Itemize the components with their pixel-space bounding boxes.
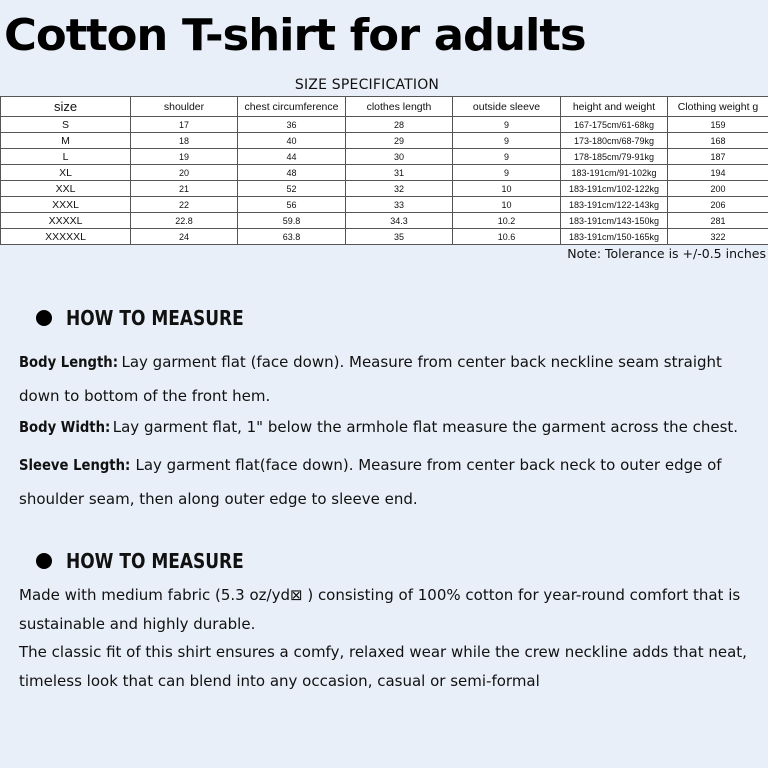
fabric-info-header (36, 549, 275, 573)
table-cell: 9 (453, 133, 561, 149)
table-row (1, 133, 768, 149)
fabric-description (19, 581, 759, 695)
table-cell: 33 (346, 197, 453, 213)
table-cell: 281 (668, 213, 768, 229)
table-cell: 206 (668, 197, 768, 213)
size-cell: XL (1, 165, 131, 181)
table-row (1, 117, 768, 133)
column-header-clothing-weight: Clothing weight g (668, 97, 768, 117)
table-row (1, 197, 768, 213)
table-cell: 35 (346, 229, 453, 245)
table-cell: 20 (131, 165, 238, 181)
table-row (1, 149, 768, 165)
column-header-shoulder: shoulder (131, 97, 238, 117)
page-title: Cotton T-shirt for adults (4, 10, 586, 61)
table-cell: 183-191cm/150-165kg (561, 229, 668, 245)
tolerance-note: Note: Tolerance is +/-0.5 inches (567, 246, 766, 261)
column-header-height-weight: height and weight (561, 97, 668, 117)
table-cell: 22 (131, 197, 238, 213)
how-to-measure-header (36, 306, 275, 330)
column-header-chest: chest circumference (238, 97, 346, 117)
table-cell: 28 (346, 117, 453, 133)
table-cell: 59.8 (238, 213, 346, 229)
table-cell: 63.8 (238, 229, 346, 245)
size-cell: XXXXXL (1, 229, 131, 245)
body-width-instruction (19, 410, 759, 444)
description-paragraph: The classic fit of this shirt ensures a comfy, relaxed wear while the crew neckline adds that neat, timeless look that can blend into any occasion, casual or semi-formal (19, 643, 747, 690)
table-cell: 159 (668, 117, 768, 133)
table-row (1, 213, 768, 229)
table-cell: 10.2 (453, 213, 561, 229)
size-cell: L (1, 149, 131, 165)
table-cell: 9 (453, 165, 561, 181)
description-paragraph: Made with medium fabric (5.3 oz/yd⊠ ) consisting of 100% cotton for year-round comfort that is sustainable and highly durable. (19, 586, 741, 633)
table-cell: 10.6 (453, 229, 561, 245)
table-cell: 36 (238, 117, 346, 133)
table-cell: 200 (668, 181, 768, 197)
instruction-label: Body Length: (19, 353, 118, 371)
bullet-icon (36, 310, 52, 326)
table-cell: 167-175cm/61-68kg (561, 117, 668, 133)
table-cell: 10 (453, 181, 561, 197)
table-header-row (1, 97, 768, 117)
table-cell: 322 (668, 229, 768, 245)
section-heading: HOW TO MEASURE (66, 306, 244, 330)
bullet-icon (36, 553, 52, 569)
table-cell: 9 (453, 149, 561, 165)
table-cell: 34.3 (346, 213, 453, 229)
table-cell: 183-191cm/102-122kg (561, 181, 668, 197)
table-cell: 18 (131, 133, 238, 149)
table-cell: 21 (131, 181, 238, 197)
table-cell: 22.8 (131, 213, 238, 229)
table-cell: 24 (131, 229, 238, 245)
table-cell: 52 (238, 181, 346, 197)
table-cell: 29 (346, 133, 453, 149)
table-row (1, 229, 768, 245)
table-cell: 17 (131, 117, 238, 133)
size-cell: S (1, 117, 131, 133)
size-cell: M (1, 133, 131, 149)
column-header-length: clothes length (346, 97, 453, 117)
table-cell: 183-191cm/91-102kg (561, 165, 668, 181)
sleeve-length-instruction (19, 448, 759, 516)
instruction-text: Lay garment flat, 1" below the armhole flat measure the garment across the chest. (112, 418, 739, 436)
size-specification-table (0, 96, 768, 245)
size-cell: XXL (1, 181, 131, 197)
table-cell: 40 (238, 133, 346, 149)
column-header-size: size (1, 97, 131, 117)
size-specification-heading: SIZE SPECIFICATION (294, 77, 440, 93)
table-cell: 178-185cm/79-91kg (561, 149, 668, 165)
table-cell: 187 (668, 149, 768, 165)
size-cell: XXXL (1, 197, 131, 213)
instruction-label: Sleeve Length: (19, 456, 131, 474)
size-cell: XXXXL (1, 213, 131, 229)
table-cell: 30 (346, 149, 453, 165)
instruction-label: Body Width: (19, 418, 111, 436)
table-cell: 183-191cm/143-150kg (561, 213, 668, 229)
table-cell: 56 (238, 197, 346, 213)
table-cell: 183-191cm/122-143kg (561, 197, 668, 213)
table-cell: 173-180cm/68-79kg (561, 133, 668, 149)
table-cell: 9 (453, 117, 561, 133)
table-row (1, 165, 768, 181)
section-heading: HOW TO MEASURE (66, 549, 244, 573)
table-cell: 19 (131, 149, 238, 165)
table-cell: 31 (346, 165, 453, 181)
table-cell: 168 (668, 133, 768, 149)
table-cell: 48 (238, 165, 346, 181)
table-cell: 10 (453, 197, 561, 213)
table-cell: 32 (346, 181, 453, 197)
instruction-text: Lay garment flat (face down). Measure from center back neckline seam straight down to bottom of the front hem. (19, 353, 722, 405)
body-length-instruction (19, 345, 759, 413)
table-cell: 44 (238, 149, 346, 165)
instruction-text: Lay garment flat(face down). Measure from center back neck to outer edge of shoulder seam, then along outer edge to sleeve end. (19, 456, 722, 508)
column-header-sleeve: outside sleeve (453, 97, 561, 117)
table-row (1, 181, 768, 197)
table-cell: 194 (668, 165, 768, 181)
